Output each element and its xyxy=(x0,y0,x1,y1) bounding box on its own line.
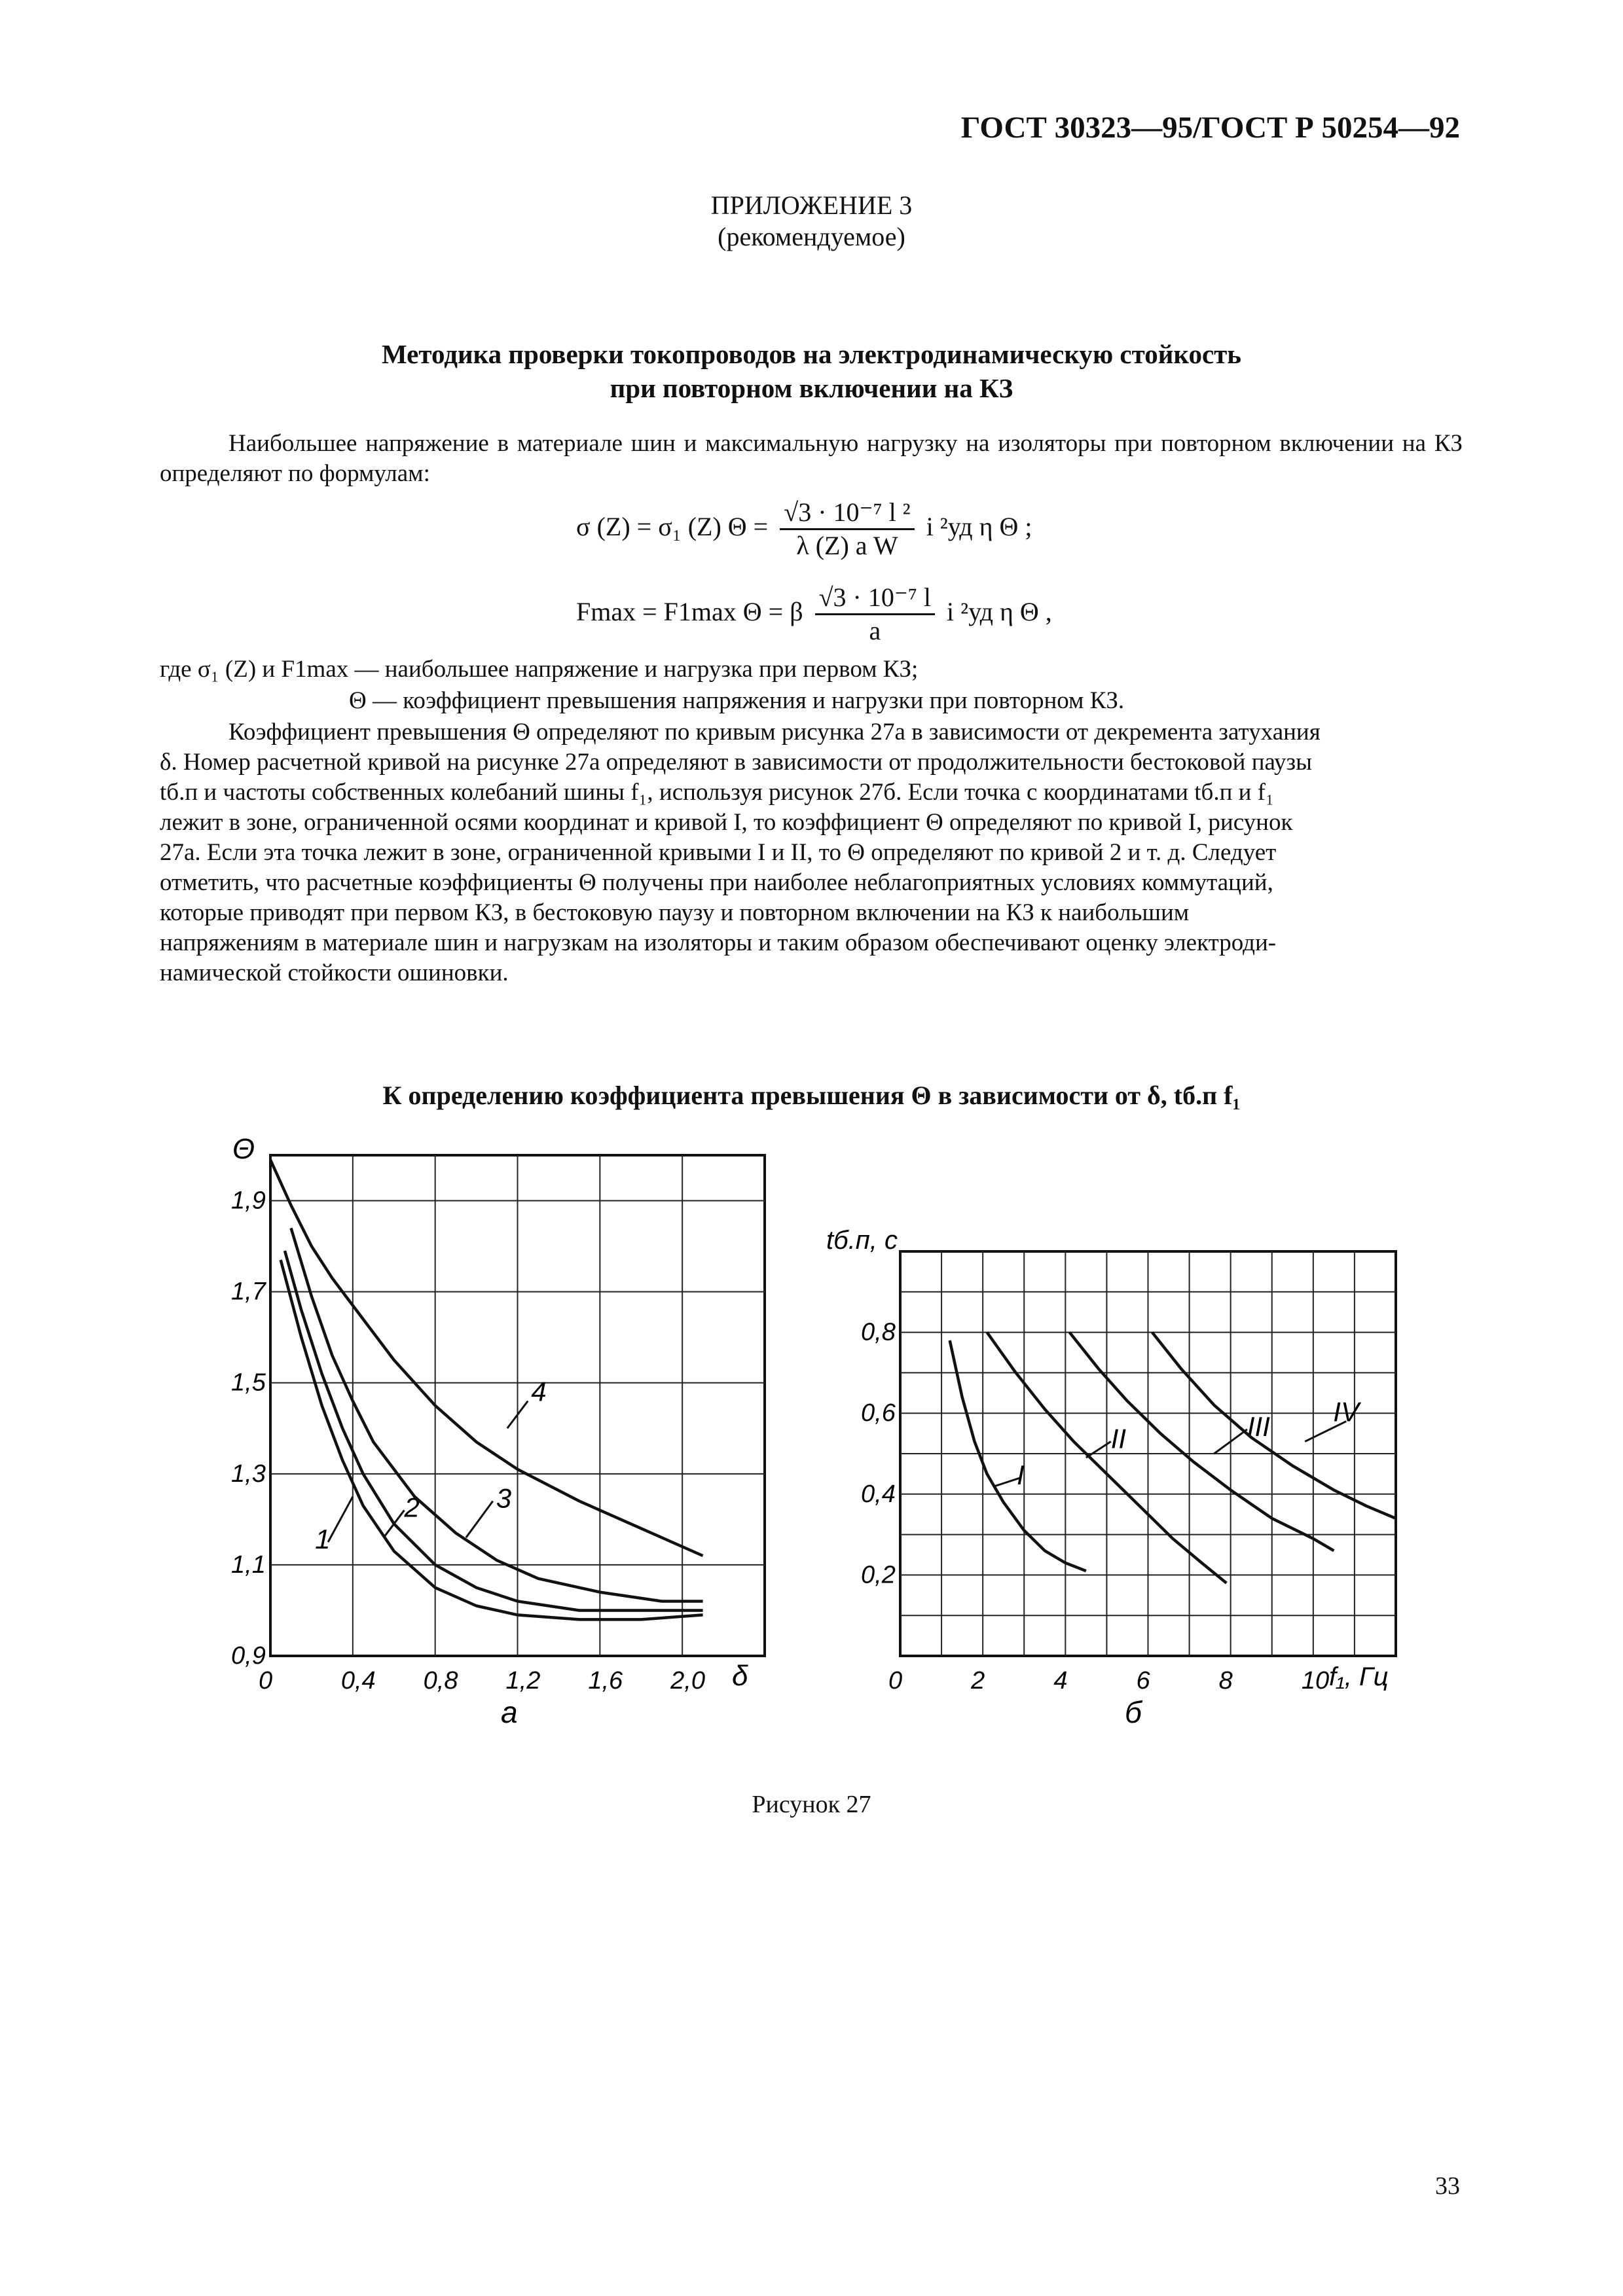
chart-a-curve-4 xyxy=(270,1160,703,1556)
body-line: отметить, что расчетные коэффициенты Θ получены при наиболее неблагоприятных условиях коммутаций, xyxy=(160,869,1273,896)
formula-force-numerator: √3 · 10⁻⁷ l xyxy=(815,583,935,615)
document-number: ГОСТ 30323—95/ГОСТ Р 50254—92 xyxy=(960,111,1460,145)
formula-sigma-lhs: σ (Z) = σ₁ (Z) Θ = xyxy=(576,512,769,541)
chart-a-curve-2 xyxy=(285,1251,703,1611)
formula-force-rhs: i ²уд η Θ , xyxy=(947,597,1052,626)
chart-b-panel-label: б xyxy=(1125,1695,1142,1729)
formula-sigma xyxy=(576,491,1427,563)
chart-panel-b xyxy=(826,1226,1396,1729)
formula-force-fraction xyxy=(815,583,935,645)
chart-a-y-tick-label: 1,7 xyxy=(231,1278,266,1306)
formula-sigma-rhs: i ²уд η Θ ; xyxy=(926,512,1032,541)
formula-force-denominator: a xyxy=(869,616,881,646)
chart-b-grid xyxy=(861,1251,1396,1695)
chart-a-panel-label: а xyxy=(501,1695,518,1729)
section-title-line-2: при повторном включении на КЗ xyxy=(610,373,1013,403)
body-line: намической стойкости ошиновки. xyxy=(160,960,509,986)
chart-b-y-tick-label: 0,4 xyxy=(861,1480,896,1508)
chart-b-curve-label: III xyxy=(1247,1410,1270,1442)
section-title-line-1: Методика проверки токопроводов на электродинамическую стойкость xyxy=(382,339,1241,369)
chart-b-x-tick-label: 2 xyxy=(971,1667,985,1695)
chart-a-grid xyxy=(231,1155,765,1695)
figure-title: К определению коэффициента превышения Θ в зависимости от δ, tб.п f₁ xyxy=(382,1081,1241,1110)
where-line-1: где σ₁ (Z) и F1max — наибольшее напряжение и нагрузка при первом КЗ; xyxy=(160,656,919,683)
chart-b-y-tick-label: 0,6 xyxy=(861,1399,896,1427)
chart-b-curve-label: I xyxy=(1016,1460,1025,1491)
chart-b-x-tick-label: 8 xyxy=(1218,1667,1233,1695)
chart-b-x-tick-label: 6 xyxy=(1136,1667,1150,1695)
body-paragraph xyxy=(160,717,1463,988)
chart-a-curve-label: 4 xyxy=(531,1376,547,1407)
chart-a-x-tick-label: 0,8 xyxy=(423,1667,458,1695)
section-title xyxy=(0,337,1623,405)
chart-a-x-tick-label: 1,6 xyxy=(588,1667,623,1695)
formula-sigma-numerator: √3 · 10⁻⁷ l ² xyxy=(780,498,914,530)
body-line: лежит в зоне, ограниченной осями координат и кривой I, то коэффициент Θ определяют по кривой I, рисунок xyxy=(160,809,1293,836)
body-line: Коэффициент превышения Θ определяют по кривым рисунка 27а в зависимости от декремента затухания xyxy=(228,719,1321,745)
chart-a-x-tick-label: 2,0 xyxy=(670,1667,705,1695)
chart-a-curve-label: 3 xyxy=(496,1482,512,1514)
chart-a-leader-line xyxy=(328,1497,353,1543)
chart-a-y-tick-label: 1,1 xyxy=(231,1551,266,1579)
figure-27 xyxy=(0,1126,1623,1754)
chart-a-x-tick-label: 0,4 xyxy=(340,1667,376,1695)
chart-a-leader-line xyxy=(466,1501,493,1538)
appendix-title: ПРИЛОЖЕНИЕ 3 xyxy=(710,190,913,220)
chart-a-series xyxy=(270,1160,703,1619)
chart-a-curve-label: 1 xyxy=(315,1524,331,1555)
page-number: 33 xyxy=(1435,2172,1460,2200)
chart-a-y-tick-label: 1,9 xyxy=(231,1187,266,1215)
chart-a-y-tick-label: 0,9 xyxy=(231,1642,266,1670)
intro-paragraph: Наибольшее напряжение в материале шин и максимальную нагрузку на изоляторы при повторном включении на КЗ определяют по формулам: xyxy=(160,430,1463,487)
chart-a-ylabel: Θ xyxy=(232,1133,255,1165)
appendix-heading xyxy=(0,190,1623,253)
formula-sigma-fraction xyxy=(780,498,914,560)
body-line: напряжениям в материале шин и нагрузкам на изоляторы и таким образом обеспечивают оценку электроди- xyxy=(160,929,1277,956)
chart-b-xlabel: f₁, Гц xyxy=(1329,1662,1389,1691)
chart-b-x-tick-label: 0 xyxy=(888,1667,903,1695)
formula-sigma-denominator: λ (Z) a W xyxy=(796,531,898,561)
body-line: которые приводят при первом КЗ, в бестоковую паузу и повторном включении на КЗ к наибольшим xyxy=(160,899,1190,926)
formula-force-lhs: Fmax = F1max Θ = β xyxy=(576,597,803,626)
chart-a-xlabel: δ xyxy=(732,1660,748,1692)
chart-b-curve-label: II xyxy=(1110,1423,1127,1454)
chart-b-x-tick-label: 10 xyxy=(1301,1667,1330,1695)
chart-b-ylabel: tб.п, с xyxy=(826,1226,898,1255)
appendix-subtitle: (рекомендуемое) xyxy=(718,222,905,251)
chart-b-y-tick-label: 0,8 xyxy=(861,1318,896,1346)
chart-b-y-tick-label: 0,2 xyxy=(861,1561,896,1589)
body-line: tб.п и частоты собственных колебаний шины f₁, используя рисунок 27б. Если точка с координатами tб.п и f₁ xyxy=(160,779,1274,806)
where-line-2: Θ — коэффициент превышения напряжения и нагрузки при повторном КЗ. xyxy=(349,687,1125,714)
chart-a-y-tick-label: 1,5 xyxy=(231,1369,266,1397)
figure-caption: Рисунок 27 xyxy=(752,1791,871,1818)
formula-force xyxy=(576,576,1427,648)
body-line: δ. Номер расчетной кривой на рисунке 27а определяют в зависимости от продолжительности бестоковой паузы xyxy=(160,749,1313,776)
chart-b-x-tick-label: 4 xyxy=(1053,1667,1068,1695)
chart-a-x-tick-label: 0 xyxy=(259,1667,273,1695)
chart-b-series xyxy=(950,1333,1396,1583)
chart-a-curve-1 xyxy=(281,1260,703,1619)
chart-panel-a xyxy=(231,1133,765,1729)
chart-a-y-tick-label: 1,3 xyxy=(231,1460,266,1488)
body-line: 27а. Если эта точка лежит в зоне, ограниченной кривыми I и II, то Θ определяют по кривой 2 и т. д. Следует xyxy=(160,839,1277,866)
chart-a-curve-label: 2 xyxy=(404,1492,420,1523)
chart-b-curve-label: IV xyxy=(1333,1396,1359,1427)
chart-a-x-tick-label: 1,2 xyxy=(505,1667,541,1695)
